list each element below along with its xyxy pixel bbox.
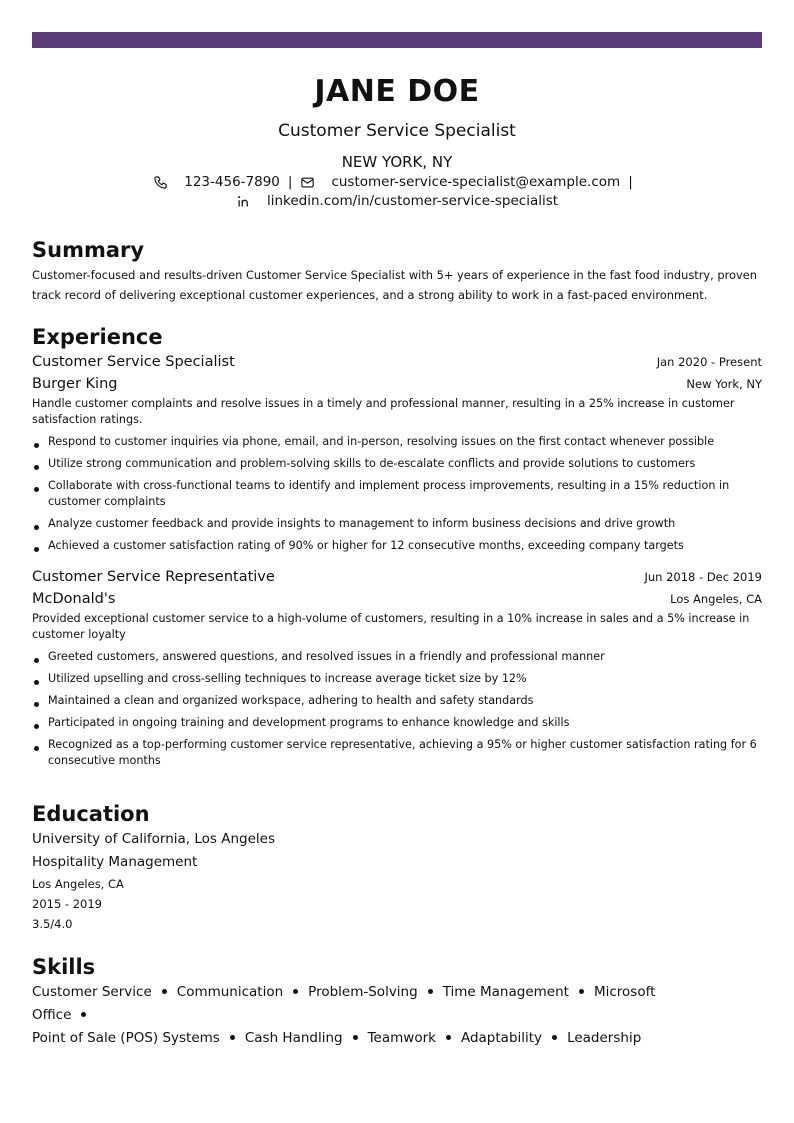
list-item: Participated in ongoing training and development programs to enhance knowledge and skills [32,715,762,731]
company-name: McDonald's [32,591,116,607]
candidate-name: JANE DOE [314,74,480,109]
skill-item: Problem-Solving [308,984,418,1000]
job-title: Customer Service Representative [32,569,275,585]
school-name: University of California, Los Angeles [32,831,276,847]
contact-row [0,193,794,209]
candidate-title: Customer Service Specialist [278,121,516,141]
skills-list [32,981,682,1050]
bullet-dot [446,1035,451,1040]
skill-item: Teamwork [367,1030,436,1046]
job-header [32,354,762,370]
bullet-dot [552,1035,557,1040]
section-title: Education [32,802,150,826]
bullet-dot [579,989,584,994]
list-item: Maintained a clean and organized workspace, adhering to health and safety standards [32,693,762,709]
job-bullets [32,649,762,769]
contact-row [0,174,794,190]
skill-item: Leadership [567,1030,642,1046]
candidate-location: NEW YORK, NY [341,153,453,171]
linkedin-icon [236,194,251,209]
skill-item: Adaptability [460,1030,543,1046]
job-location: Los Angeles, CA [670,592,762,606]
job-dates: Jan 2020 - Present [656,355,762,369]
job-subheader [32,376,762,392]
job-description: Handle customer complaints and resolve issues in a timely and professional manner, resulting in a 25% increase in customer satisfaction ratings. [32,397,735,426]
job-entry [32,569,762,769]
bullet-dot [428,989,433,994]
bullet-dot [162,989,167,994]
job-title: Customer Service Specialist [32,354,235,370]
list-item: Achieved a customer satisfaction rating of 90% or higher for 12 consecutive months, exceeding company targets [32,538,762,554]
list-item: Recognized as a top-performing customer service representative, achieving a 95% or higher customer satisfaction rating for 6 consecutive months [32,737,762,769]
bullet-dot [81,1012,86,1017]
list-item: Respond to customer inquiries via phone, email, and in-person, resolving issues on the first contact whenever possible [32,434,762,450]
skill-item: Point of Sale (POS) Systems [32,1030,220,1046]
list-item: Utilized upselling and cross-selling techniques to increase average ticket size by 12% [32,671,762,687]
job-description: Provided exceptional customer service to a high-volume of customers, resulting in a 10% increase in sales and a 5% increase in customer loyalty [32,612,750,641]
list-item: Analyze customer feedback and provide insights to management to inform business decisions and drive growth [32,516,762,532]
phone-icon [153,175,168,190]
list-item: Utilize strong communication and problem-solving skills to de-escalate conflicts and provide solutions to customers [32,456,762,472]
section-title: Experience [32,325,163,349]
section-title: Summary [32,238,145,262]
job-dates: Jun 2018 - Dec 2019 [644,570,762,584]
education-years: 2015 - 2019 [32,897,102,911]
email-icon [300,175,315,190]
section-title: Skills [32,955,96,979]
education-section [32,801,762,934]
summary-text: Customer-focused and results-driven Customer Service Specialist with 5+ years of experience in the fast food industry, proven track record of delivering exceptional customer experiences, and a strong ability to work in a fast-paced environment. [32,268,757,302]
list-item: Collaborate with cross-functional teams to identify and implement process improvements, resulting in a 15% reduction in customer complaints [32,478,762,510]
skill-item: Cash Handling [244,1030,343,1046]
school-location: Los Angeles, CA [32,877,124,891]
skills-section [32,954,762,1050]
skill-item: Communication [176,984,284,1000]
accent-bar [32,32,762,48]
skill-item: Customer Service [32,984,152,1000]
company-name: Burger King [32,376,118,392]
phone-number: 123-456-7890 [184,174,280,190]
email-link[interactable]: customer-service-specialist@example.com [331,174,621,190]
job-location: New York, NY [686,377,762,391]
job-header [32,569,762,585]
job-bullets [32,434,762,554]
skill-item: Time Management [442,984,569,1000]
summary-section [32,237,762,305]
job-subheader [32,591,762,607]
contact-separator: | [628,174,633,190]
bullet-dot [293,989,298,994]
gpa: 3.5/4.0 [32,917,73,931]
linkedin-link[interactable]: linkedin.com/in/customer-service-specialist [266,193,559,209]
bullet-dot [230,1035,235,1040]
skill-item: Microsoft Office [32,984,656,1023]
degree: Hospitality Management [32,854,198,870]
contact-separator: | [287,174,293,190]
job-entry [32,354,762,554]
experience-section [32,324,762,769]
bullet-dot [353,1035,358,1040]
list-item: Greeted customers, answered questions, and resolved issues in a friendly and professional manner [32,649,762,665]
